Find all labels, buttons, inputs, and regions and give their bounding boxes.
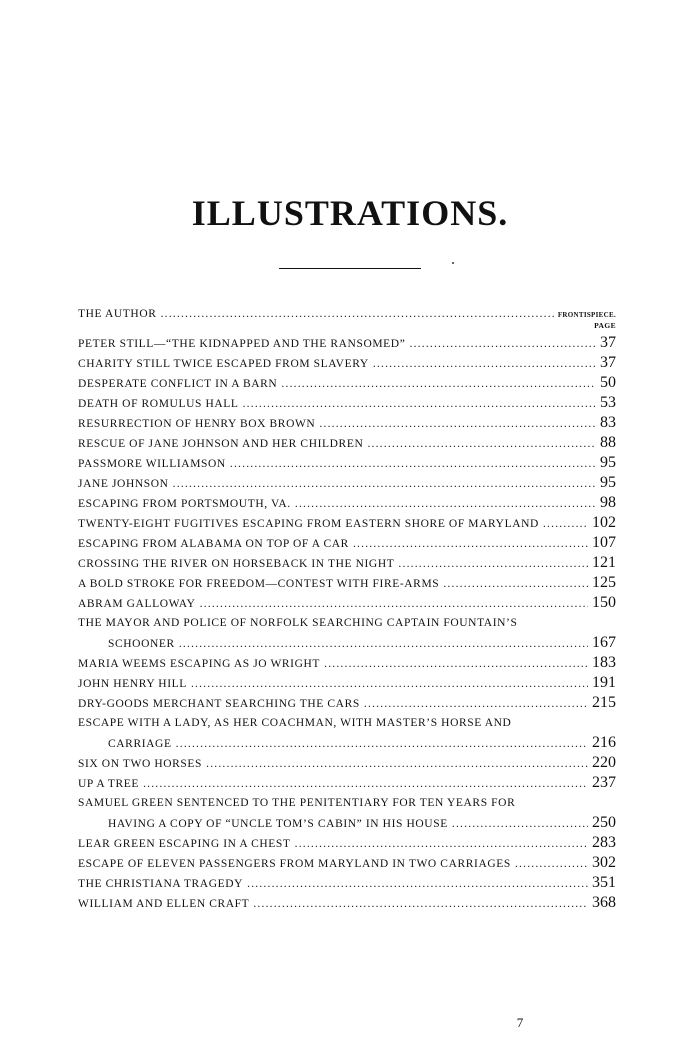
list-item-frontispiece bbox=[78, 305, 616, 323]
entry-page: 107 bbox=[592, 534, 616, 551]
entry-text: WILLIAM AND ELLEN CRAFT ..... bbox=[78, 894, 588, 914]
list-item bbox=[78, 773, 616, 793]
entry-page: 102 bbox=[592, 514, 616, 531]
list-item bbox=[78, 353, 616, 373]
entry-text: MARIA WEEMS ESCAPING AS JO WRIGHT ..... bbox=[78, 654, 588, 674]
illustrations-list bbox=[78, 305, 616, 913]
list-item bbox=[78, 433, 616, 453]
entry-text: CHARITY STILL TWICE ESCAPED FROM SLAVERY ..... bbox=[78, 354, 596, 374]
entry-page: 121 bbox=[592, 554, 616, 571]
entry-page: 302 bbox=[592, 854, 616, 871]
entry-page: 191 bbox=[592, 674, 616, 691]
entry-text: DEATH OF ROMULUS HALL ..... bbox=[78, 394, 596, 414]
entry-page: 95 bbox=[600, 454, 616, 471]
entry-page: 37 bbox=[600, 354, 616, 371]
entry-page: 150 bbox=[592, 594, 616, 611]
list-item bbox=[78, 693, 616, 713]
entry-page: 125 bbox=[592, 574, 616, 591]
entry-page: 351 bbox=[592, 874, 616, 891]
entry-text: DRY-GOODS MERCHANT SEARCHING THE CARS ..... bbox=[78, 694, 588, 714]
page-column-header: PAGE bbox=[594, 321, 616, 330]
title-rule bbox=[279, 268, 421, 269]
entry-text: ESCAPE OF ELEVEN PASSENGERS FROM MARYLAND IN TWO CARRIAGES ..... bbox=[78, 854, 588, 874]
entry-text: TWENTY-EIGHT FUGITIVES ESCAPING FROM EASTERN SHORE OF MARYLAND ..... bbox=[78, 514, 588, 534]
entry-text: THE AUTHOR ..... bbox=[78, 305, 554, 323]
list-item bbox=[78, 453, 616, 473]
entry-page: 220 bbox=[592, 754, 616, 771]
entry-text: ABRAM GALLOWAY ..... bbox=[78, 594, 588, 614]
list-item bbox=[78, 753, 616, 773]
list-item bbox=[78, 393, 616, 413]
entry-page: 215 bbox=[592, 694, 616, 711]
entry-text: JANE JOHNSON ..... bbox=[78, 474, 596, 494]
entry-text: ESCAPING FROM ALABAMA ON TOP OF A CAR ..... bbox=[78, 534, 588, 554]
entry-page: 216 bbox=[592, 734, 616, 751]
list-item bbox=[78, 593, 616, 613]
entry-text: A BOLD STROKE FOR FREEDOM—CONTEST WITH FIRE-ARMS ..... bbox=[78, 574, 588, 594]
entry-page: 183 bbox=[592, 654, 616, 671]
list-item bbox=[78, 653, 616, 673]
entry-page: 88 bbox=[600, 434, 616, 451]
list-item bbox=[78, 733, 616, 753]
entry-page: FRONTISPIECE. bbox=[557, 311, 616, 319]
page-number: 7 bbox=[516, 1015, 524, 1030]
entry-text: HAVING A COPY OF “UNCLE TOM’S CABIN” IN HIS HOUSE ..... bbox=[78, 814, 588, 834]
list-item bbox=[78, 473, 616, 493]
entry-page: 53 bbox=[600, 394, 616, 411]
list-item bbox=[78, 533, 616, 553]
list-item bbox=[78, 573, 616, 593]
list-item bbox=[78, 673, 616, 693]
list-item bbox=[78, 493, 616, 513]
list-item bbox=[78, 413, 616, 433]
list-item bbox=[78, 793, 616, 813]
list-item bbox=[78, 633, 616, 653]
entry-page: 95 bbox=[600, 474, 616, 491]
entry-text: CARRIAGE ..... bbox=[78, 734, 588, 754]
list-item bbox=[78, 893, 616, 913]
list-item bbox=[78, 613, 616, 633]
entry-page: 83 bbox=[600, 414, 616, 431]
list-item bbox=[78, 553, 616, 573]
entry-text: JOHN HENRY HILL ..... bbox=[78, 674, 588, 694]
entry-page: 283 bbox=[592, 834, 616, 851]
list-item bbox=[78, 513, 616, 533]
list-item bbox=[78, 833, 616, 853]
entry-page: 167 bbox=[592, 634, 616, 651]
entry-text: ESCAPING FROM PORTSMOUTH, VA. ..... bbox=[78, 494, 596, 514]
entry-text: PETER STILL—“THE KIDNAPPED AND THE RANSOMED” ..... bbox=[78, 334, 596, 354]
entry-text: UP A TREE ..... bbox=[78, 774, 588, 794]
entry-page: 37 bbox=[600, 334, 616, 351]
entry-text: SCHOONER ..... bbox=[78, 634, 588, 654]
page-title: ILLUSTRATIONS. bbox=[191, 193, 509, 233]
entry-page: 250 bbox=[592, 814, 616, 831]
entry-text: ESCAPE WITH A LADY, AS HER COACHMAN, WITH MASTER’S HORSE AND bbox=[78, 717, 512, 729]
entry-text: RESCUE OF JANE JOHNSON AND HER CHILDREN ..... bbox=[78, 434, 596, 454]
entry-text: RESURRECTION OF HENRY BOX BROWN ..... bbox=[78, 414, 596, 434]
print-speck bbox=[452, 262, 454, 264]
list-item bbox=[78, 333, 616, 353]
entry-text: SIX ON TWO HORSES ..... bbox=[78, 754, 588, 774]
entry-page: 98 bbox=[600, 494, 616, 511]
entry-page: 50 bbox=[600, 374, 616, 391]
entry-text: PASSMORE WILLIAMSON ..... bbox=[78, 454, 596, 474]
list-item bbox=[78, 373, 616, 393]
entry-page: 237 bbox=[592, 774, 616, 791]
entry-page: 368 bbox=[592, 894, 616, 911]
entry-text: SAMUEL GREEN SENTENCED TO THE PENITENTIARY FOR TEN YEARS FOR bbox=[78, 797, 516, 809]
entry-text: CROSSING THE RIVER ON HORSEBACK IN THE NIGHT ..... bbox=[78, 554, 588, 574]
list-item bbox=[78, 713, 616, 733]
list-item bbox=[78, 873, 616, 893]
list-item bbox=[78, 853, 616, 873]
list-item bbox=[78, 813, 616, 833]
entry-text: THE CHRISTIANA TRAGEDY ..... bbox=[78, 874, 588, 894]
entry-text: DESPERATE CONFLICT IN A BARN ..... bbox=[78, 374, 596, 394]
entry-text: LEAR GREEN ESCAPING IN A CHEST ..... bbox=[78, 834, 588, 854]
entry-text: THE MAYOR AND POLICE OF NORFOLK SEARCHING CAPTAIN FOUNTAIN’S bbox=[78, 617, 518, 629]
